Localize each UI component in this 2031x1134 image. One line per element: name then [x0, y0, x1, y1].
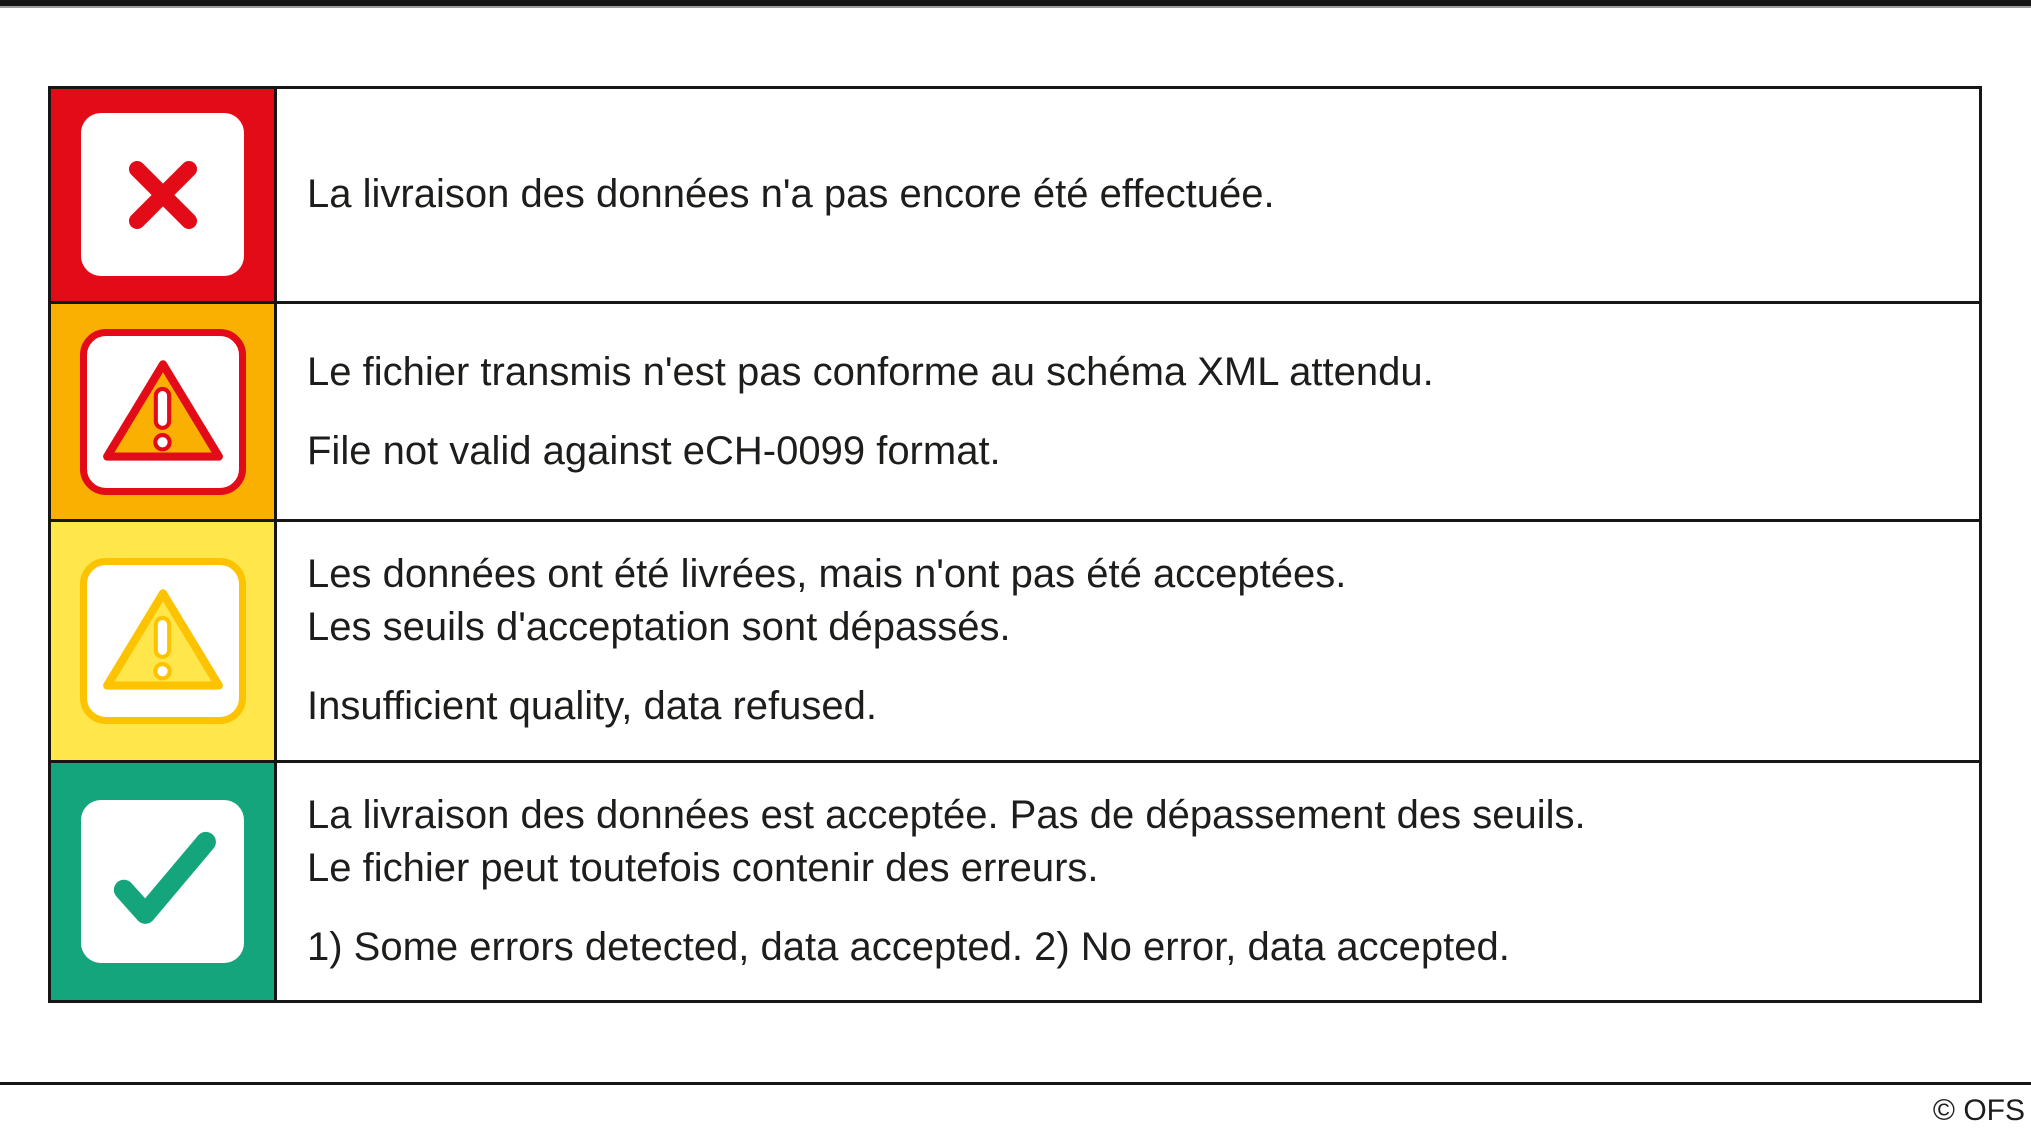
status-description: [276, 302, 1981, 521]
status-cell-yellow: [50, 521, 276, 761]
status-text-line: 1) Some errors detected, data accepted. 2) No error, data accepted.: [307, 924, 1510, 969]
status-text-line: La livraison des données n'a pas encore été effectuée.: [307, 172, 1275, 217]
warning-triangle-icon: [80, 329, 246, 495]
status-cell-red: [50, 88, 276, 303]
status-text-line: Le fichier peut toutefois contenir des erreurs.: [307, 845, 1099, 890]
table-row-schema-invalid: [50, 302, 1981, 521]
table-row-accepted: [50, 761, 1981, 1001]
status-text-line: Insufficient quality, data refused.: [307, 684, 877, 729]
table-row-thresholds-exceeded: [50, 521, 1981, 761]
status-cell-green: [50, 761, 276, 1001]
status-text-line: Les données ont été livrées, mais n'ont pas été acceptées.: [307, 552, 1347, 597]
status-text-line: Le fichier transmis n'est pas conforme au schéma XML attendu.: [307, 349, 1434, 394]
checkmark-icon: [81, 800, 244, 963]
footer-rule: [0, 1082, 2031, 1085]
status-legend-table: [48, 86, 1982, 1003]
warning-triangle-icon: [80, 558, 246, 724]
status-text-line: Les seuils d'acceptation sont dépassés.: [307, 605, 1011, 650]
status-description: [276, 88, 1981, 303]
status-description: [276, 521, 1981, 761]
status-description: [276, 761, 1981, 1001]
status-text-line: File not valid against eCH-0099 format.: [307, 428, 1001, 473]
top-bar: [0, 0, 2031, 8]
cross-icon: [81, 113, 244, 276]
copyright-label: © OFS: [1932, 1094, 2025, 1127]
status-cell-orange: [50, 302, 276, 521]
status-text-line: La livraison des données est acceptée. Pas de dépassement des seuils.: [307, 792, 1586, 837]
table-row-not-delivered: [50, 88, 1981, 303]
